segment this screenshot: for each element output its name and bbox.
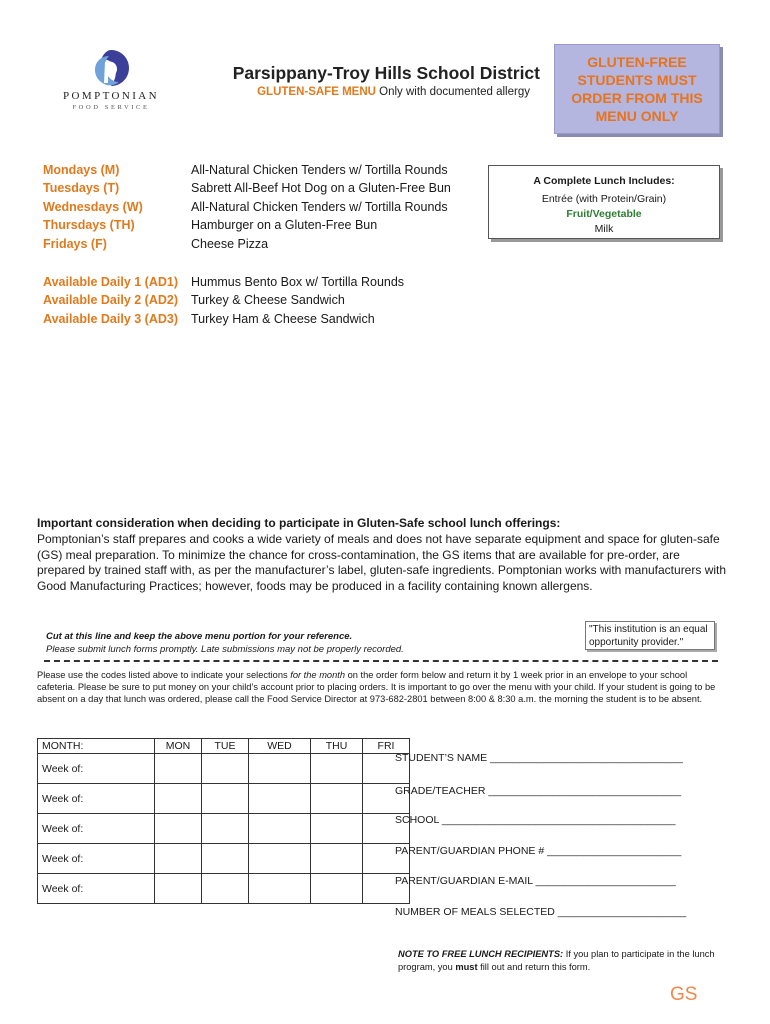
menu-day-tuesday: Tuesdays (T) (43, 181, 120, 195)
order-cell[interactable] (155, 754, 202, 784)
day-header: WED (249, 739, 311, 754)
instructions-part-2: on the order form below and return it by 1 week prior in an envelope to your school cafeteria. Please be sure to put money on your child’s account prior to placing orders. It is important to go over the menu with your child. If your student is going to be absent on a day that lunch was ordered, please call the Food Service Director at 973-682-2801 between 8:00 & 8:30 a.m. the morning the student is to be absent. (37, 670, 716, 705)
order-cell[interactable] (202, 784, 249, 814)
menu-day-wednesday: Wednesdays (W) (43, 200, 143, 214)
school-field[interactable]: SCHOOL ________________________________________ (395, 814, 676, 826)
parent-phone-field[interactable]: PARENT/GUARDIAN PHONE # _______________________ (395, 845, 682, 857)
table-row (38, 844, 410, 874)
menu-day-thursday: Thursdays (TH) (43, 218, 135, 232)
menu-day-friday: Fridays (F) (43, 237, 107, 251)
order-cell[interactable] (311, 754, 363, 784)
equal-opportunity-box: "This institution is an equal opportunity provider." (585, 621, 715, 650)
day-header: THU (311, 739, 363, 754)
cut-instruction: Cut at this line and keep the above menu portion for your reference. (46, 631, 353, 642)
menu-daily-3-item: Turkey Ham & Cheese Sandwich (191, 312, 375, 326)
order-cell[interactable] (249, 874, 311, 904)
menu-label: GLUTEN-SAFE MENU (257, 86, 376, 98)
student-name-field[interactable]: STUDENT’S NAME _________________________________ (395, 752, 683, 764)
table-row (38, 754, 410, 784)
menu-subtitle (190, 86, 530, 98)
logo-subtitle: FOOD SERVICE (72, 104, 150, 111)
submit-instruction: Please submit lunch forms promptly. Late submissions may not be properly recorded. (46, 644, 404, 655)
menu-note: Only with documented allergy (375, 86, 530, 98)
menu-daily-3: Available Daily 3 (AD3) (43, 312, 179, 326)
order-cell[interactable] (155, 784, 202, 814)
menu-item-tuesday: Sabrett All-Beef Hot Dog on a Gluten-Free Bun (191, 181, 451, 195)
pomptonian-logo (52, 48, 170, 114)
note-text-1: If you plan to participate in the lunch program, you (398, 949, 715, 972)
notice-line: STUDENTS MUST (577, 72, 697, 88)
notice-line: GLUTEN-FREE (587, 54, 687, 70)
day-header: TUE (202, 739, 249, 754)
order-cell[interactable] (311, 784, 363, 814)
order-cell[interactable] (155, 844, 202, 874)
cut-line-divider (44, 660, 718, 662)
important-heading: Important consideration when deciding to participate in Gluten-Safe school lunch offerings: (37, 516, 561, 530)
menu-item-thursday: Hamburger on a Gluten-Free Bun (191, 218, 378, 232)
note-text-2: fill out and return this form. (477, 962, 591, 972)
order-cell[interactable] (311, 814, 363, 844)
week-label: Week of: (38, 874, 155, 904)
instructions-italic: for the month (290, 670, 346, 680)
menu-day-monday: Mondays (M) (43, 163, 120, 177)
important-body: Pomptonian’s staff prepares and cooks a wide variety of meals and does not have separate equipment and space for gluten-safe (GS) meal preparation. To minimize the chance for cross-contamination, the GS items that are available for pre-order, are prepared by trained staff with, as per the manufacturer’s label, gluten-safe ingredients. Pomptonian works with manufacturers with Good Manufacturing Practices; however, foods may be produced in a facility containing known allergens. (37, 532, 727, 593)
pomptonian-emblem-icon (91, 48, 131, 88)
parent-email-field[interactable]: PARENT/GUARDIAN E-MAIL ________________________ (395, 875, 676, 887)
complete-lunch-heading: A Complete Lunch Includes: (533, 175, 675, 187)
table-row (38, 784, 410, 814)
complete-lunch-item: Milk (594, 223, 614, 235)
menu-daily-2: Available Daily 2 (AD2) (43, 293, 179, 307)
gluten-free-notice (554, 44, 720, 134)
district-title: Parsippany-Troy Hills School District (232, 63, 540, 83)
order-table (37, 738, 410, 904)
logo-name: POMPTONIAN (63, 90, 159, 102)
free-lunch-note (398, 948, 728, 974)
table-row (38, 874, 410, 904)
number-of-meals-field[interactable]: NUMBER OF MEALS SELECTED ______________________ (395, 906, 687, 918)
table-header-row (38, 739, 410, 754)
menu-daily-1-item: Hummus Bento Box w/ Tortilla Rounds (191, 275, 405, 289)
order-cell[interactable] (202, 814, 249, 844)
order-cell[interactable] (249, 784, 311, 814)
complete-lunch-item: Entrée (with Protein/Grain) (541, 193, 667, 205)
note-lead: NOTE TO FREE LUNCH RECIPIENTS: (398, 949, 564, 959)
week-label: Week of: (38, 754, 155, 784)
week-label: Week of: (38, 844, 155, 874)
order-cell[interactable] (311, 874, 363, 904)
order-cell[interactable] (155, 874, 202, 904)
week-label: Week of: (38, 814, 155, 844)
order-cell[interactable] (311, 844, 363, 874)
order-instructions (37, 669, 727, 706)
day-header: FRI (363, 739, 410, 754)
form-code: GS (670, 984, 698, 1005)
instructions-part-1: Please use the codes listed above to indicate your selections (37, 670, 291, 680)
note-must: must (455, 962, 478, 972)
menu-daily-1: Available Daily 1 (AD1) (43, 275, 179, 289)
menu-daily-2-item: Turkey & Cheese Sandwich (191, 293, 345, 307)
order-cell[interactable] (155, 814, 202, 844)
order-cell[interactable] (202, 754, 249, 784)
month-label: MONTH: (38, 739, 155, 754)
menu-item-monday: All-Natural Chicken Tenders w/ Tortilla Rounds (191, 163, 448, 177)
order-cell[interactable] (202, 874, 249, 904)
table-row (38, 814, 410, 844)
order-cell[interactable] (249, 814, 311, 844)
notice-line: ORDER FROM THIS (571, 90, 703, 106)
complete-lunch-item: Fruit/Vegetable (566, 208, 642, 220)
week-label: Week of: (38, 784, 155, 814)
menu-item-wednesday: All-Natural Chicken Tenders w/ Tortilla Rounds (191, 200, 448, 214)
order-cell[interactable] (202, 844, 249, 874)
complete-lunch-box (488, 165, 720, 239)
order-cell[interactable] (249, 844, 311, 874)
grade-teacher-field[interactable]: GRADE/TEACHER _________________________________ (395, 785, 682, 797)
notice-line: MENU ONLY (595, 108, 679, 124)
day-header: MON (155, 739, 202, 754)
menu-item-friday: Cheese Pizza (191, 237, 269, 251)
order-cell[interactable] (249, 754, 311, 784)
